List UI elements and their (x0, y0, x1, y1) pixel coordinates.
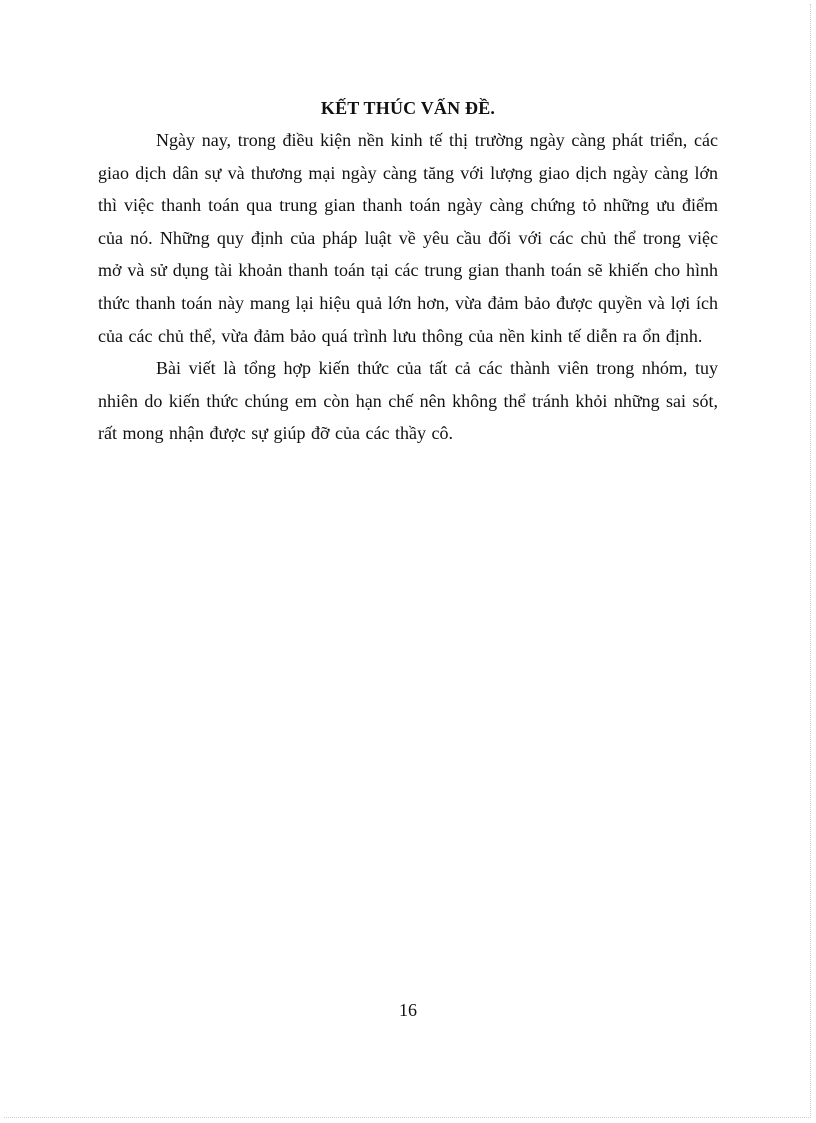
paragraph-acknowledgement: Bài viết là tổng hợp kiến thức của tất cả các thành viên trong nhóm, tuy nhiên do kiến thức chúng em còn hạn chế nên không thể tránh khỏi những sai sót, rất mong nhận được sự giúp đỡ của các thầy cô. (98, 358, 718, 444)
document-body (98, 124, 718, 450)
paragraph-conclusion: Ngày nay, trong điều kiện nền kinh tế thị trường ngày càng phát triển, các giao dịch dân sự và thương mại ngày càng tăng với lượng giao dịch ngày càng lớn thì việc thanh toán qua trung gian thanh toán ngày càng chứng tỏ những ưu điểm của nó. Những quy định của pháp luật về yêu cầu đối với các chủ thể trong việc mở và sử dụng tài khoản thanh toán tại các trung gian thanh toán sẽ khiến cho hình thức thanh toán này mang lại hiệu quả lớn hơn, vừa đảm bảo được quyền và lợi ích của các chủ thể, vừa đảm bảo quá trình lưu thông của nền kinh tế diễn ra ổn định. (98, 130, 718, 346)
section-heading: KẾT THÚC VẤN ĐỀ. (320, 98, 496, 118)
page-number: 16 (399, 1000, 417, 1020)
